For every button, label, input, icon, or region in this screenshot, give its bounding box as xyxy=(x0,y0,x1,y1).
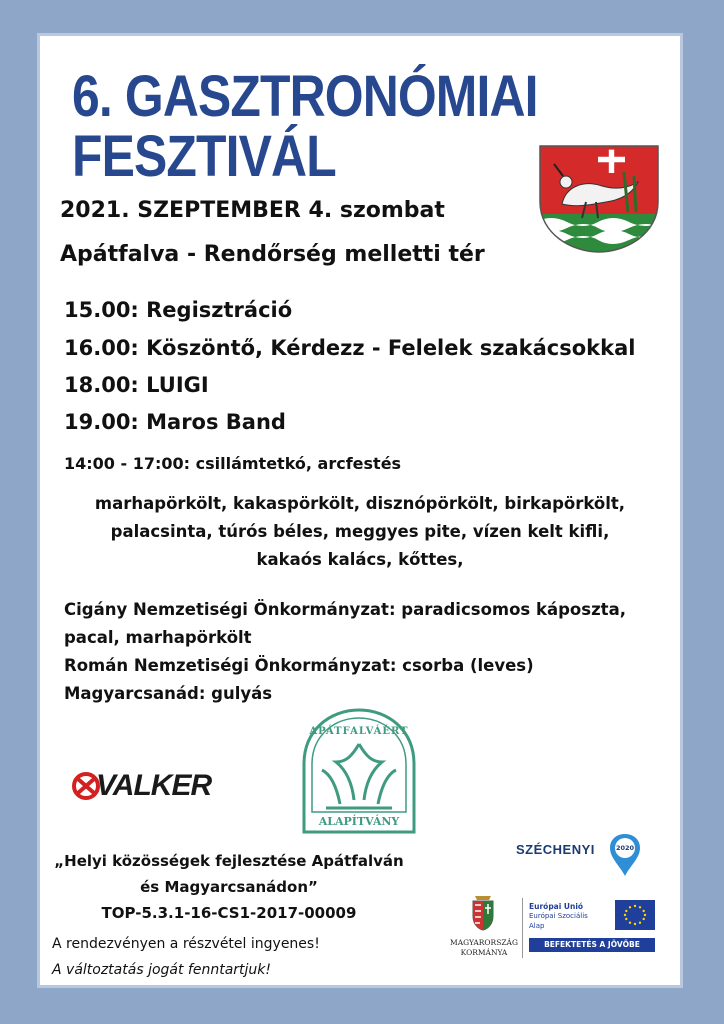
program-item-welcome: 16.00: Köszöntő, Kérdezz - Felelek szakácsokkal xyxy=(64,336,636,360)
stamp-top-text: APÁTFALVÁÉRT xyxy=(309,726,409,737)
szechenyi-year: 2020 xyxy=(615,844,635,852)
minority-line-2: pacal, marhapörkölt xyxy=(64,628,252,647)
eu-funding-block xyxy=(522,898,657,958)
festival-title-line2: FESZTIVÁL xyxy=(72,124,336,189)
gov-line-1: MAGYARORSZÁG xyxy=(450,938,518,947)
eu-line-3: Alap xyxy=(529,922,545,930)
eu-invest-bar: BEFEKTETÉS A JÖVŐBE xyxy=(529,938,655,952)
festival-title-line1: 6. GASZTRONÓMIAI xyxy=(72,64,538,129)
dishes-line-3: kakaós kalács, kőttes, xyxy=(256,550,464,569)
footer-free-entry: A rendezvényen a részvétel ingyenes! xyxy=(52,936,320,952)
program-item-registration: 15.00: Regisztráció xyxy=(64,298,293,322)
dishes-line-2: palacsinta, túrós béles, meggyes pite, vízen kelt kifli, xyxy=(110,522,610,541)
valker-logo xyxy=(72,769,242,805)
stamp-bottom-text: ALAPÍTVÁNY xyxy=(318,815,400,828)
project-code: TOP-5.3.1-16-CS1-2017-00009 xyxy=(101,904,357,922)
program-item-luigi: 18.00: LUIGI xyxy=(64,373,209,397)
valker-wordmark: VALKER xyxy=(96,769,212,802)
hungary-coat-of-arms-icon xyxy=(470,892,496,932)
gov-line-2: KORMÁNYA xyxy=(460,948,508,957)
footer-disclaimer: A változtatás jogát fenntartjuk! xyxy=(52,962,272,978)
dishes-line-1: marhapörkölt, kakaspörkölt, disznópörkölt, birkapörkölt, xyxy=(94,494,626,513)
foundation-stamp xyxy=(296,704,422,840)
program-item-maros-band: 19.00: Maros Band xyxy=(64,410,286,434)
minority-line-4: Magyarcsanád: gulyás xyxy=(64,684,273,703)
szechenyi-label: SZÉCHENYI xyxy=(516,842,595,857)
minority-line-3: Román Nemzetiségi Önkormányzat: csorba (leves) xyxy=(64,656,534,675)
szechenyi-pin-icon xyxy=(608,832,642,878)
event-location: Apátfalva - Rendőrség melletti tér xyxy=(60,242,485,267)
poster xyxy=(37,33,683,988)
project-line-2: és Magyarcsanádon” xyxy=(140,878,318,896)
eu-line-1: Európai Unió xyxy=(529,902,584,911)
eu-line-2: Európai Szociális xyxy=(529,912,588,920)
side-event: 14:00 - 17:00: csillámtetkó, arcfestés xyxy=(64,454,402,473)
szechenyi-pin xyxy=(608,832,642,878)
project-line-1: „Helyi közösségek fejlesztése Apátfalván xyxy=(54,852,404,870)
event-date: 2021. SZEPTEMBER 4. szombat xyxy=(60,198,445,223)
eu-flag-icon xyxy=(615,900,655,930)
coat-of-arms-icon xyxy=(536,142,662,254)
minority-line-1: Cigány Nemzetiségi Önkormányzat: paradicsomos káposzta, xyxy=(64,600,626,619)
